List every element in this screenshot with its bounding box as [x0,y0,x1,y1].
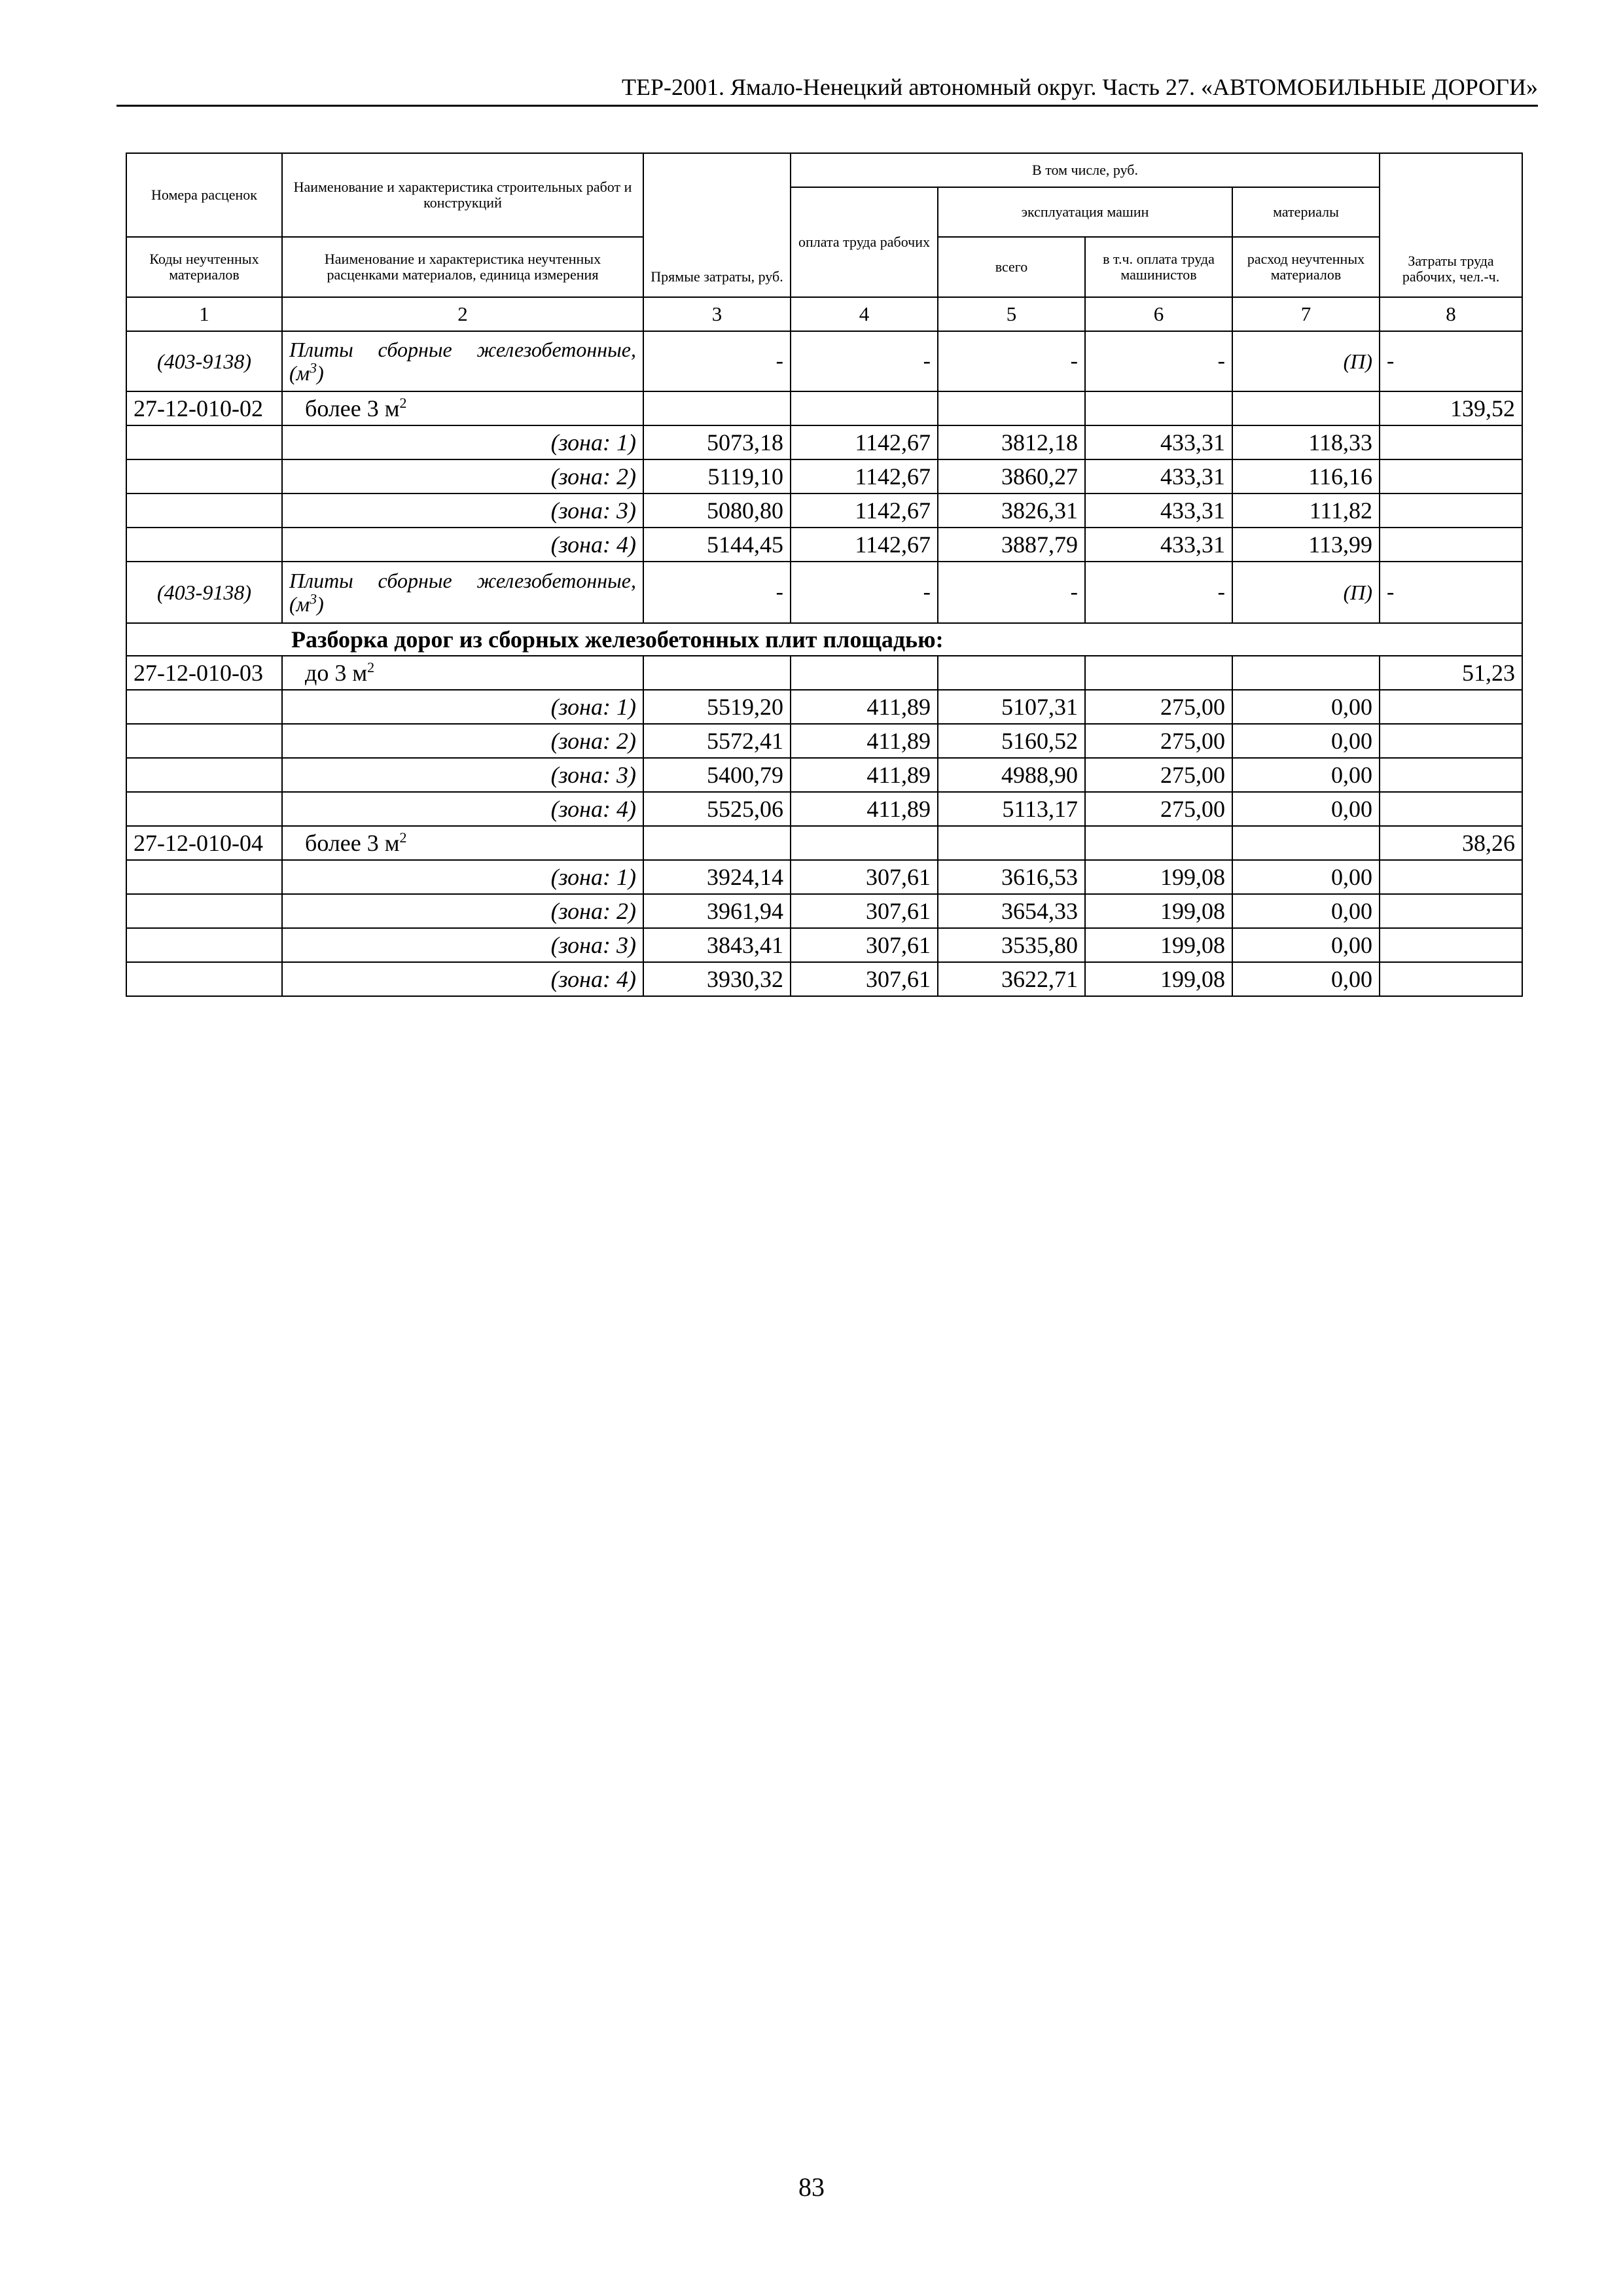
materials: 118,33 [1232,425,1380,459]
rate-code: 27-12-010-04 [126,826,282,860]
col1-bottom-header: Коды неучтенных материалов [126,237,282,297]
material-code: (403-9138) [126,331,282,391]
column-number: 8 [1380,297,1522,331]
rate-block [126,656,1522,826]
machines-total: 5107,31 [938,690,1085,724]
rate-code: 27-12-010-03 [126,656,282,690]
direct-cost: 5519,20 [643,690,791,724]
zone-row [126,425,1522,459]
col1-top-header: Номера расценок [126,153,282,237]
zone-row [126,962,1522,996]
machines-header: эксплуатация машин [938,187,1232,237]
column-number: 1 [126,297,282,331]
wages: 411,89 [791,758,938,792]
column-number: 6 [1085,297,1232,331]
zone-row [126,690,1522,724]
zone-label: (зона: 3) [282,758,643,792]
material-cell: - [938,331,1085,391]
machines-total: 5113,17 [938,792,1085,826]
materials: 0,00 [1232,792,1380,826]
labor-cost: 38,26 [1380,826,1522,860]
rate-name: более 3 $м^2$ [282,826,643,860]
operators-wages: 275,00 [1085,792,1232,826]
operators-wages: 199,08 [1085,962,1232,996]
zone-label: (зона: 4) [282,528,643,562]
direct-cost: 5073,18 [643,425,791,459]
direct-cost: 5525,06 [643,792,791,826]
direct-cost: 5400,79 [643,758,791,792]
direct-cost: 3961,94 [643,894,791,928]
machines-total: 3616,53 [938,860,1085,894]
materials-header: материалы [1232,187,1380,237]
machines-total: 3535,80 [938,928,1085,962]
operators-wages: 275,00 [1085,758,1232,792]
direct-cost: 3930,32 [643,962,791,996]
operators-wages: 433,31 [1085,425,1232,459]
machines-total: 3622,71 [938,962,1085,996]
wages: 307,61 [791,860,938,894]
running-header [116,73,1538,107]
wages: 1142,67 [791,459,938,493]
col5-header: всего [938,237,1085,297]
price-table [126,152,1523,997]
zone-label: (зона: 4) [282,792,643,826]
material-cell: - [938,562,1085,623]
wages: 1142,67 [791,425,938,459]
col4-header: оплата труда рабочих [791,187,938,297]
materials: 0,00 [1232,962,1380,996]
col2-top-header: Наименование и характеристика строительных работ и конструкций [282,153,643,237]
zone-label: (зона: 3) [282,493,643,528]
material-cell: - [643,331,791,391]
operators-wages: 199,08 [1085,928,1232,962]
zone-label: (зона: 3) [282,928,643,962]
direct-cost: 5144,45 [643,528,791,562]
operators-wages: 433,31 [1085,528,1232,562]
column-number: 4 [791,297,938,331]
machines-total: 3860,27 [938,459,1085,493]
direct-cost: 5080,80 [643,493,791,528]
materials: 0,00 [1232,894,1380,928]
material-cell: - [643,562,791,623]
material-name: Плиты сборные железобетонные, $(м^3)$ [282,331,643,391]
materials: 0,00 [1232,860,1380,894]
materials: 116,16 [1232,459,1380,493]
operators-wages: 199,08 [1085,894,1232,928]
direct-cost: 3924,14 [643,860,791,894]
rate-name: до 3 $м^2$ [282,656,643,690]
wages: 1142,67 [791,493,938,528]
rate-name: более 3 $м^2$ [282,391,643,425]
material-cell: - [1380,331,1522,391]
rate-block [126,391,1522,562]
wages: 411,89 [791,690,938,724]
material-cell: - [1085,331,1232,391]
zone-label: (зона: 4) [282,962,643,996]
rate-block [126,826,1522,996]
rate-row [126,656,1522,690]
zone-label: (зона: 1) [282,690,643,724]
col7-header: расход неучтенных материалов [1232,237,1380,297]
rate-row [126,391,1522,425]
rate-code: 27-12-010-02 [126,391,282,425]
machines-total: 3887,79 [938,528,1085,562]
operators-wages: 433,31 [1085,459,1232,493]
material-cell: - [1085,562,1232,623]
materials: 0,00 [1232,724,1380,758]
operators-wages: 275,00 [1085,724,1232,758]
materials: 0,00 [1232,758,1380,792]
direct-cost: 5572,41 [643,724,791,758]
col6-header: в т.ч. оплата труда машинистов [1085,237,1232,297]
labor-cost: 139,52 [1380,391,1522,425]
zone-row [126,860,1522,894]
operators-wages: 199,08 [1085,860,1232,894]
column-number: 5 [938,297,1085,331]
running-header-text: ТЕР-2001. Ямало-Ненецкий автономный округ. Часть 27. «АВТОМОБИЛЬНЫЕ ДОРОГИ» [622,74,1538,100]
materials: 111,82 [1232,493,1380,528]
col2-bottom-header: Наименование и характеристика неучтенных расценками материалов, единица измерения [282,237,643,297]
material-cell: (П) [1232,562,1380,623]
machines-total: 3812,18 [938,425,1085,459]
materials: 113,99 [1232,528,1380,562]
wages: 411,89 [791,792,938,826]
machines-total: 3654,33 [938,894,1085,928]
machines-total: 4988,90 [938,758,1085,792]
machines-total: 3826,31 [938,493,1085,528]
zone-label: (зона: 2) [282,894,643,928]
operators-wages: 275,00 [1085,690,1232,724]
materials: 0,00 [1232,928,1380,962]
column-number: 3 [643,297,791,331]
zone-row [126,724,1522,758]
materials: 0,00 [1232,690,1380,724]
wages: 307,61 [791,962,938,996]
zone-row [126,459,1522,493]
zone-label: (зона: 1) [282,425,643,459]
operators-wages: 433,31 [1085,493,1232,528]
section-title-row [126,623,1522,656]
material-cell: - [791,331,938,391]
direct-cost: 3843,41 [643,928,791,962]
rate-row [126,826,1522,860]
col8-header: Затраты труда рабочих, чел.-ч. [1380,153,1522,297]
zone-label: (зона: 1) [282,860,643,894]
page-number: 83 [798,2172,825,2202]
wages: 1142,67 [791,528,938,562]
zone-row [126,792,1522,826]
zone-row [126,758,1522,792]
in-total-header: В том числе, руб. [791,153,1380,187]
column-number: 7 [1232,297,1380,331]
labor-cost: 51,23 [1380,656,1522,690]
zone-row [126,928,1522,962]
direct-cost: 5119,10 [643,459,791,493]
wages: 411,89 [791,724,938,758]
zone-row [126,493,1522,528]
material-code: (403-9138) [126,562,282,623]
section-title: Разборка дорог из сборных железобетонных плит площадью: [282,623,1522,656]
wages: 307,61 [791,894,938,928]
material-cell: (П) [1232,331,1380,391]
column-number-row [126,297,1522,331]
machines-total: 5160,52 [938,724,1085,758]
zone-row [126,894,1522,928]
zone-label: (зона: 2) [282,459,643,493]
column-number: 2 [282,297,643,331]
material-row [126,331,1522,391]
material-name: Плиты сборные железобетонные, $(м^3)$ [282,562,643,623]
material-cell: - [791,562,938,623]
material-cell: - [1380,562,1522,623]
wages: 307,61 [791,928,938,962]
zone-row [126,528,1522,562]
col3-header: Прямые затраты, руб. [643,153,791,297]
material-row [126,562,1522,623]
zone-label: (зона: 2) [282,724,643,758]
